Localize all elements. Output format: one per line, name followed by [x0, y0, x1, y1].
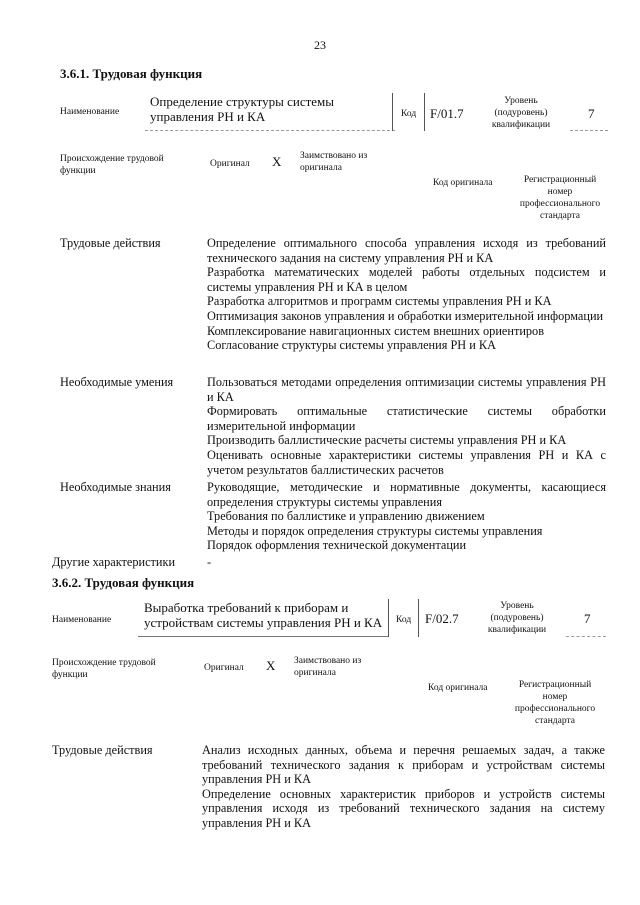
code-label: Код	[396, 615, 412, 625]
labor-actions-label: Трудовые действия	[52, 743, 153, 757]
origin-label: Происхождение трудовой функции	[60, 154, 164, 176]
skills-list	[207, 375, 606, 477]
divider	[566, 636, 606, 637]
list-item: Комплексирование навигационных систем внешних ориентиров	[207, 323, 544, 338]
list-item: Согласование структуры системы управления РН и КА	[207, 338, 496, 353]
function-name: Определение структуры системы управления РН и КА	[150, 94, 335, 124]
code-value: F/02.7	[425, 611, 459, 626]
borrowed-label: Заимствовано из оригинала	[300, 151, 368, 173]
knowledge-list	[207, 480, 606, 553]
reg-number-label: Регистрационный номер профессионального стандарта	[519, 175, 601, 221]
list-item: Пользоваться методами определения оптимизации системы управления РН и КА	[207, 375, 606, 404]
divider	[145, 130, 395, 131]
borrowed-label: Заимствовано из оригинала	[294, 656, 362, 678]
page-number: 23	[314, 38, 326, 52]
divider	[138, 636, 388, 637]
divider	[388, 599, 389, 637]
list-item: Порядок оформления технической документации	[207, 538, 467, 553]
list-item: Производить баллистические расчеты системы управления РН и КА	[207, 433, 567, 448]
list-item: Оценивать основные характеристики системы управления РН и КА с учетом результатов баллистических расчетов	[207, 447, 606, 477]
level-label: Уровень (подуровень) квалификации	[487, 601, 547, 635]
list-item: Требования по баллистике и управлению движением	[207, 509, 485, 524]
divider	[418, 599, 419, 637]
list-item: Определение основных характеристик приборов и устройств системы управления исходя из требований технического задания на систему управления РН и КА	[202, 786, 605, 830]
divider	[392, 93, 393, 131]
original-mark: X	[266, 658, 276, 673]
reg-number-label: Регистрационный номер профессионального стандарта	[514, 680, 596, 726]
labor-actions-label: Трудовые действия	[60, 236, 161, 250]
name-label: Наименование	[52, 615, 112, 625]
original-label: Оригинал	[204, 663, 244, 673]
section-heading: 3.6.1. Трудовая функция	[60, 66, 203, 81]
code-label: Код	[401, 109, 417, 119]
origin-label: Происхождение трудовой функции	[52, 658, 156, 680]
orig-code-label: Код оригинала	[428, 683, 488, 693]
function-name: Выработка требований к приборам и устройствам системы управления РН и КА	[144, 600, 383, 630]
list-item: Методы и порядок определения структуры системы управления	[207, 523, 543, 538]
section-heading: 3.6.2. Трудовая функция	[52, 575, 195, 590]
list-item: Оптимизация законов управления и обработки измерительной информации	[207, 308, 604, 323]
level-label: Уровень (подуровень) квалификации	[491, 96, 551, 130]
list-item: Определение оптимального способа управления исходя из требований технического задания на систему управления РН и КА	[207, 236, 606, 265]
skills-label: Необходимые умения	[60, 375, 174, 389]
code-value: F/01.7	[430, 106, 464, 121]
labor-actions-list	[207, 236, 606, 353]
list-item: Анализ исходных данных, объема и перечня решаемых задач, а также требований технического задания к приборам и устройствам системы управления РН и КА	[202, 743, 605, 787]
other-label: Другие характеристики	[52, 555, 176, 569]
orig-code-label: Код оригинала	[433, 178, 493, 188]
list-item: Формировать оптимальные статистические системы обработки измерительной информации	[207, 404, 606, 433]
name-label: Наименование	[60, 107, 120, 117]
other-value: -	[207, 555, 212, 569]
list-item: Разработка алгоритмов и программ системы управления РН и КА	[207, 294, 552, 309]
list-item: Руководящие, методические и нормативные документы, касающиеся определения структуры системы управления	[207, 480, 606, 509]
level-value: 7	[584, 611, 591, 626]
divider	[570, 130, 608, 131]
divider	[424, 93, 425, 131]
original-label: Оригинал	[210, 159, 250, 169]
level-value: 7	[588, 106, 595, 121]
knowledge-label: Необходимые знания	[60, 480, 171, 494]
list-item: Разработка математических моделей работы отдельных подсистем и системы управления РН и КА в целом	[207, 265, 606, 294]
original-mark: X	[272, 154, 282, 169]
labor-actions-list	[202, 743, 605, 831]
